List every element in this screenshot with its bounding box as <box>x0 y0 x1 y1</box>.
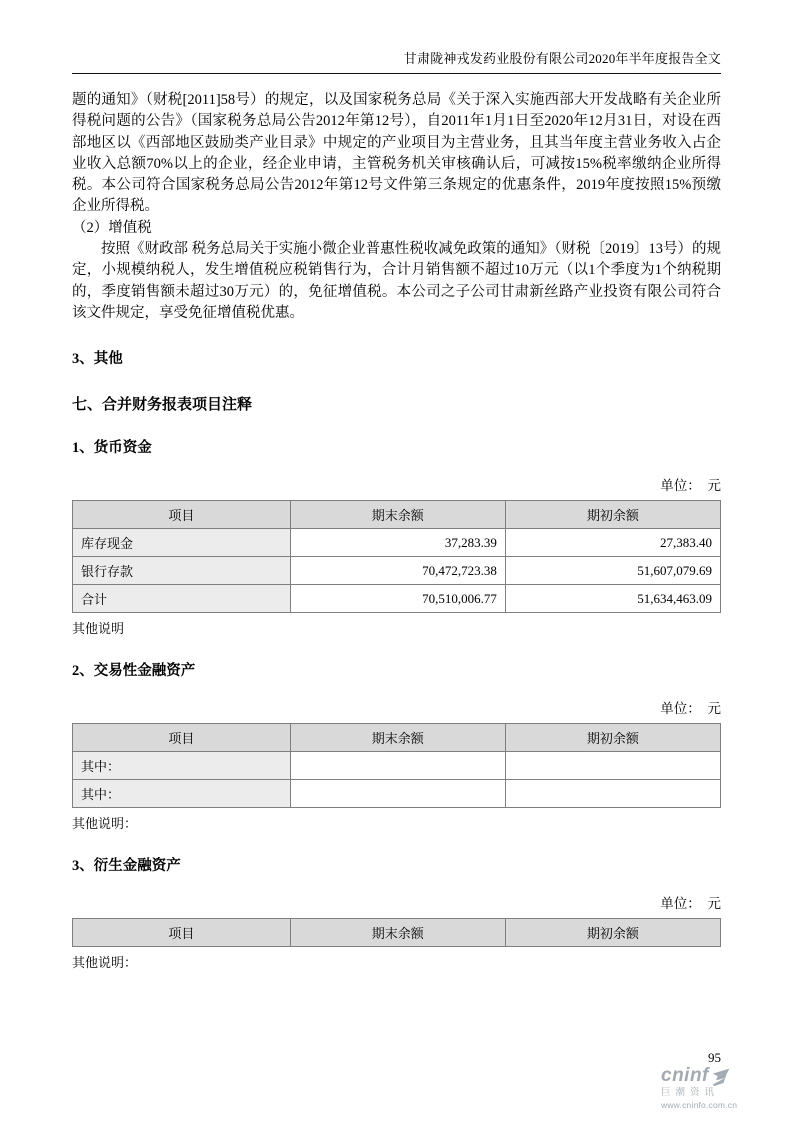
table-header-row <box>73 501 721 529</box>
section-heading-trading-financial-assets: 2、交易性金融资产 <box>72 663 196 680</box>
cninfo-swoosh-icon <box>711 1067 731 1087</box>
cninfo-logo-url: www.cninfo.com.cn <box>661 1099 738 1110</box>
value-cell: 51,634,463.09 <box>505 585 720 613</box>
table-header-cell: 项目 <box>73 501 291 529</box>
table-header-cell: 项目 <box>73 724 291 752</box>
cninfo-logo-chinese: 巨潮资讯 <box>661 1087 720 1099</box>
row-label-cell: 其中： <box>73 780 291 808</box>
section-derivative-financial-assets <box>72 854 721 971</box>
table-header-cell: 期初余额 <box>505 724 720 752</box>
row-label-cell: 库存现金 <box>73 529 291 557</box>
value-cell <box>290 752 505 780</box>
table-header-row <box>73 919 721 947</box>
table-header-row <box>73 724 721 752</box>
header-rule <box>72 73 721 74</box>
heading-other: 3、其他 <box>72 351 123 368</box>
value-cell: 51,607,079.69 <box>505 557 720 585</box>
table-header-cell: 期末余额 <box>290 724 505 752</box>
table-note: 其他说明 <box>72 621 125 637</box>
table-header-cell: 期末余额 <box>290 919 505 947</box>
value-cell: 37,283.39 <box>290 529 505 557</box>
table-note: 其他说明： <box>72 816 138 832</box>
table-row <box>73 557 721 585</box>
table-header-cell: 期末余额 <box>290 501 505 529</box>
table-row <box>73 752 721 780</box>
paragraph-vat: 按照《财政部 税务总局关于实施小微企业普惠性税收减免政策的通知》（财税〔2019〕13号）的规定，小规模纳税人，发生增值税应税销售行为，合计月销售额不超过10万元（以1个季度为1个纳税期的，季度销售额未超过30万元）的，免征增值税。本公司之子公司甘肃新丝路产业投资有限公司符合该文件规定，享受免征增值税优惠。 <box>72 241 721 321</box>
section-heading-derivative-financial-assets: 3、衍生金融资产 <box>72 858 181 875</box>
value-cell <box>505 780 720 808</box>
table-header-cell: 期初余额 <box>505 501 720 529</box>
cninfo-logo <box>661 1066 771 1110</box>
report-content <box>72 90 721 971</box>
table-header-cell: 项目 <box>73 919 291 947</box>
page-header <box>72 48 721 74</box>
unit-label: 单位： 元 <box>660 478 721 494</box>
monetary-funds-table <box>72 500 721 613</box>
value-cell: 27,383.40 <box>505 529 720 557</box>
value-cell: 70,472,723.38 <box>290 557 505 585</box>
unit-label: 单位： 元 <box>660 701 721 717</box>
section-trading-financial-assets <box>72 659 721 832</box>
value-cell <box>505 752 720 780</box>
table-row <box>73 780 721 808</box>
section-heading-monetary-funds: 1、货币资金 <box>72 440 152 457</box>
table-row <box>73 529 721 557</box>
heading-vat: （2）增值税 <box>72 219 152 236</box>
value-cell <box>290 780 505 808</box>
row-label-cell: 银行存款 <box>73 557 291 585</box>
section-monetary-funds <box>72 436 721 637</box>
page-number: 95 <box>708 1050 721 1065</box>
table-header-cell: 期初余额 <box>505 919 720 947</box>
row-label-cell: 合计 <box>73 585 291 613</box>
trading-financial-assets-table <box>72 723 721 808</box>
derivative-financial-assets-table <box>72 918 721 947</box>
header-title: 甘肃陇神戎发药业股份有限公司2020年半年度报告全文 <box>403 51 721 66</box>
cninfo-logo-text: cninf <box>661 1065 709 1087</box>
table-note: 其他说明： <box>72 955 138 971</box>
value-cell: 70,510,006.77 <box>290 585 505 613</box>
unit-label: 单位： 元 <box>660 896 721 912</box>
heading-section-seven: 七、合并财务报表项目注释 <box>72 397 253 414</box>
paragraph-income-tax: 题的通知》（财税[2011]58号）的规定，以及国家税务总局《关于深入实施西部大开发战略有关企业所得税问题的公告》（国家税务总局公告2012年第12号），自2011年1月1日至2020年12月31日，对设在西部地区以《西部地区鼓励类产业目录》中规定的产业项目为主营业务，且其当年度主营业务收入占企业收入总额70%以上的企业，经企业申请，主管税务机关审核确认后，可减按15%税率缴纳企业所得税。本公司符合国家税务总局公告2012年第12号文件第三条规定的优惠条件，2019年度按照15%预缴企业所得税。 <box>72 92 721 215</box>
table-row <box>73 585 721 613</box>
row-label-cell: 其中： <box>73 752 291 780</box>
